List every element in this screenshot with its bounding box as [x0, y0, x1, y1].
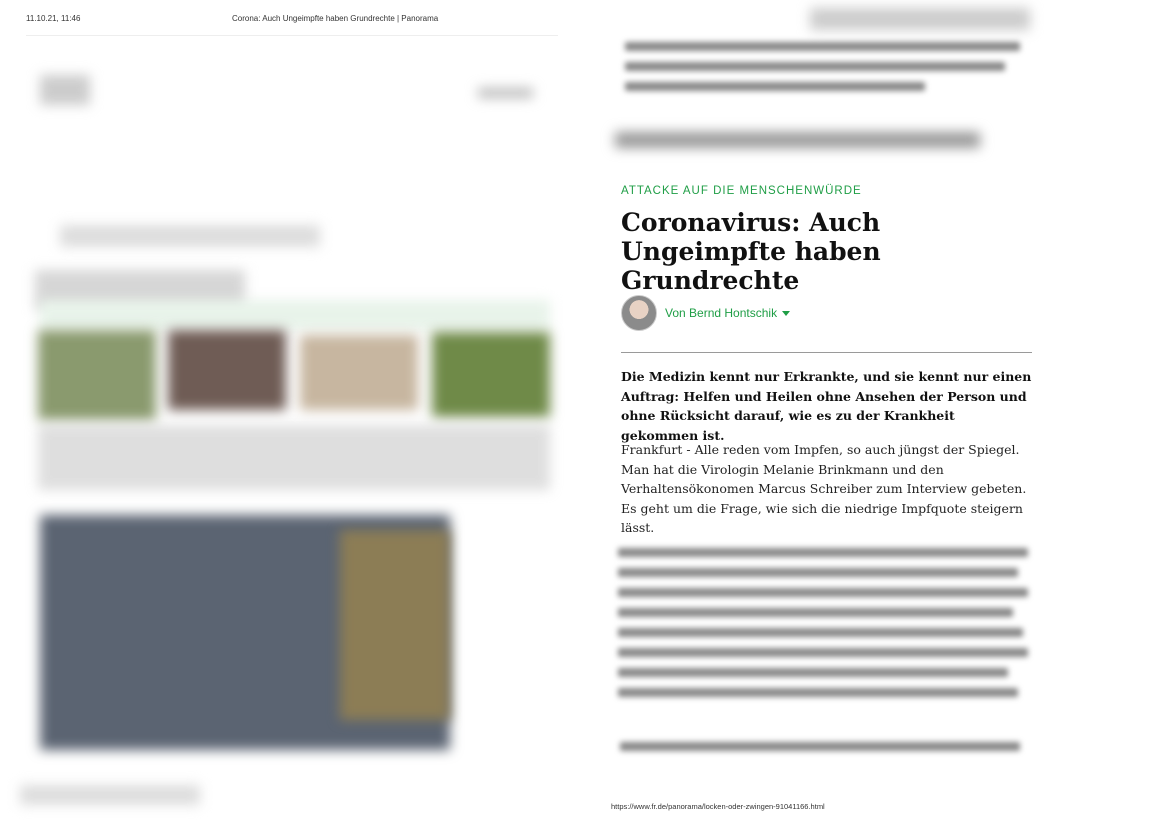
- blurred-footer-left: [20, 785, 200, 805]
- article-lead: Die Medizin kennt nur Erkrankte, und sie kennt nur einen Auftrag: Helfen und Heilen ohne Ansehen der Person und ohne Rücksicht darauf, wie es zu der Krankheit gekommen ist.: [621, 369, 1032, 443]
- print-page-title: Corona: Auch Ungeimpfte haben Grundrechte | Panorama: [232, 14, 439, 23]
- blurred-photo-1: [38, 330, 156, 420]
- blurred-mark: [478, 88, 533, 98]
- article-headline: Coronavirus: Auch Ungeimpfte haben Grundrechte: [621, 208, 881, 295]
- print-footer-url: https://www.fr.de/panorama/locken-oder-zwingen-91041166.html: [611, 802, 825, 811]
- blurred-bottom-line: [620, 742, 1030, 762]
- blurred-logo: [40, 75, 90, 105]
- blurred-body-text: [618, 548, 1033, 708]
- author-avatar: [621, 295, 657, 331]
- blurred-photo-3: [300, 335, 418, 410]
- author-link[interactable]: Von Bernd Hontschik: [665, 306, 778, 320]
- article-divider: [621, 352, 1032, 353]
- chevron-down-icon[interactable]: [782, 311, 790, 316]
- blurred-photo-2: [168, 330, 286, 410]
- print-datetime: 11.10.21, 11:46: [26, 14, 81, 23]
- print-header: [26, 14, 558, 34]
- blurred-nav-lines: [625, 42, 1025, 102]
- blurred-nav: [810, 8, 1030, 30]
- blurred-photo-4: [432, 332, 550, 417]
- blurred-photo-side: [340, 530, 450, 720]
- article-kicker: ATTACKE AUF DIE MENSCHENWÜRDE: [621, 185, 862, 197]
- header-divider: [26, 35, 558, 36]
- blurred-breadcrumb: [615, 132, 980, 148]
- blurred-band: [40, 300, 550, 330]
- article-body: Frankfurt - Alle reden vom Impfen, so auch jüngst der Spiegel. Man hat die Virologin Melanie Brinkmann und den Verhaltensökonomen Marcus Schreiber zum Interview gebeten. Es geht um die Frage, wie sich die niedrige Impfquote steigern lässt.: [621, 442, 1027, 535]
- blurred-captions: [38, 425, 550, 490]
- blurred-heading: [60, 225, 320, 247]
- author-row[interactable]: [621, 295, 790, 331]
